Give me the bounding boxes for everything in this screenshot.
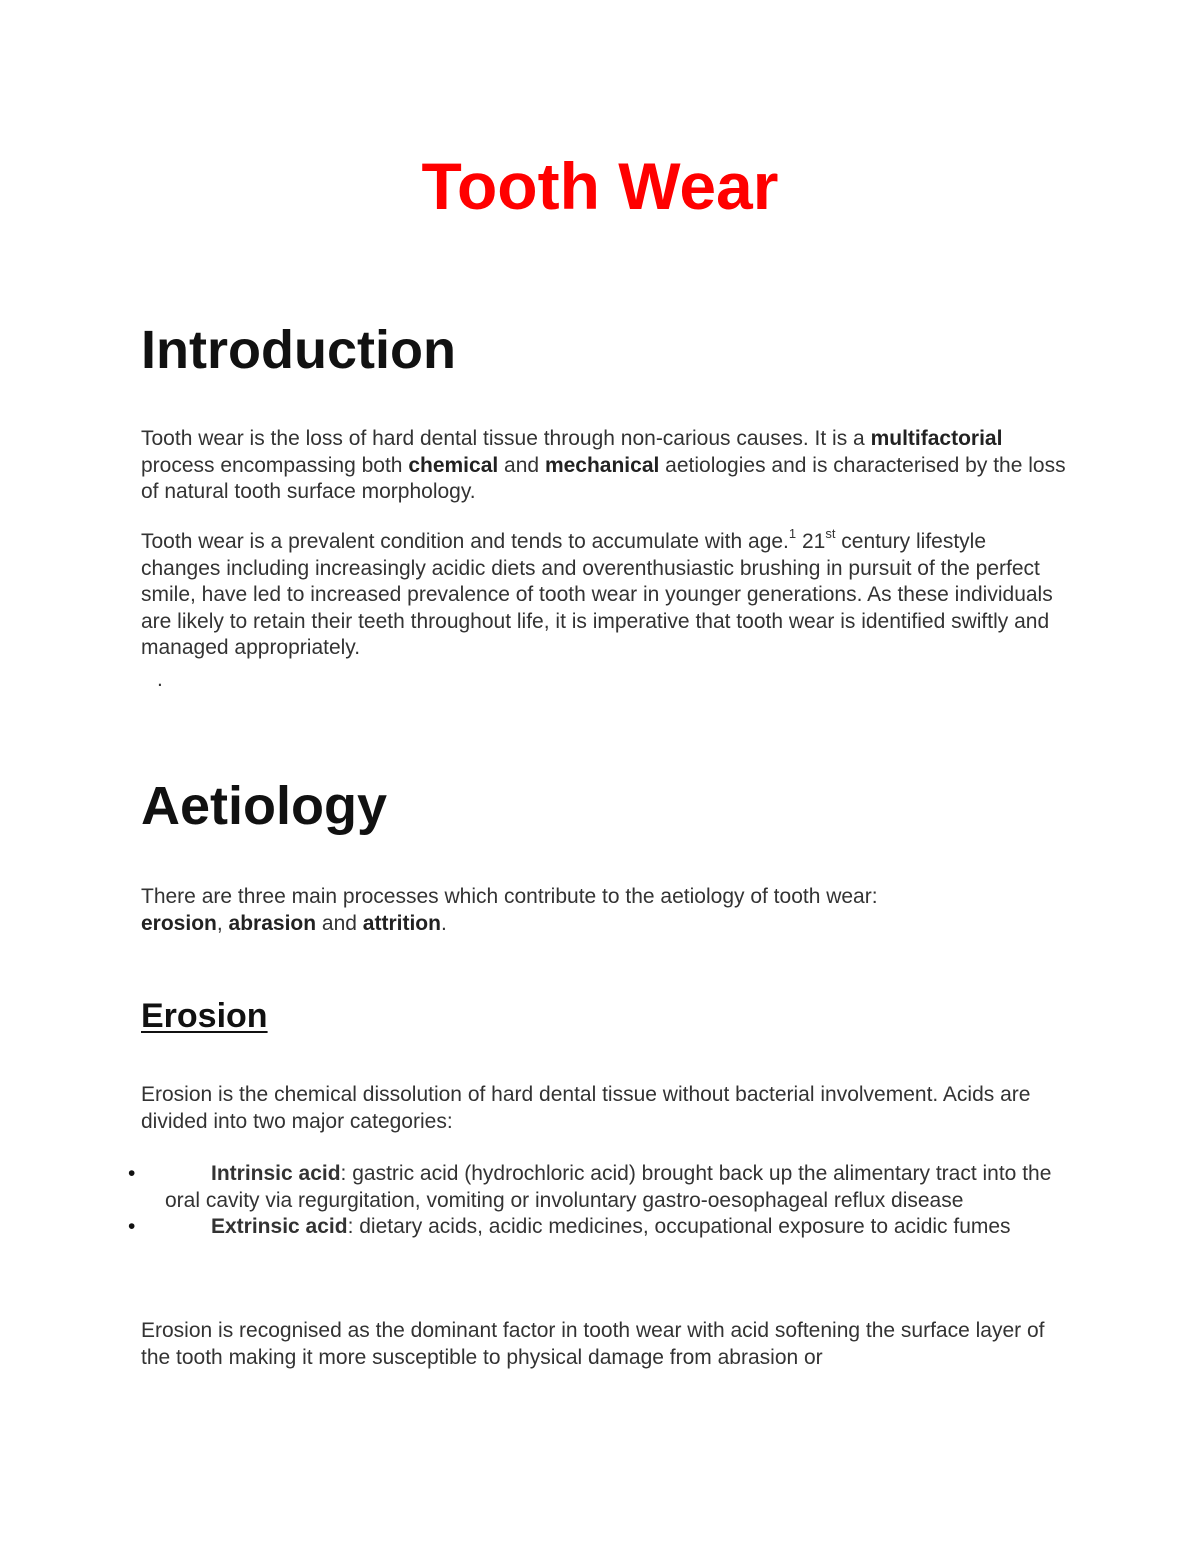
- intro-p2-text-3: century lifestyle changes including increasingly acidic diets and overenthusiastic brushing in pursuit of the perfect smile, have led to increased prevalence of tooth wear in younger generations. As these individuals are likely to retain their teeth throughout life, it is imperative that tooth wear is identified swiftly and managed appropriately.: [141, 530, 1053, 659]
- erosion-paragraph-1: Erosion is the chemical dissolution of hard dental tissue without bacterial involvement. Acids are divided into two major categories:: [141, 1083, 1031, 1133]
- list-item-term: Extrinsic acid: [211, 1215, 348, 1238]
- aetiology-heading: Aetiology: [141, 776, 388, 836]
- erosion-paragraph-1-wrap: [141, 1082, 1071, 1135]
- intro-p1-bold-multifactorial: multifactorial: [870, 427, 1003, 450]
- aet-p1-bold-erosion: erosion: [141, 911, 217, 935]
- aetiology-paragraph: [141, 884, 901, 937]
- intro-p1-text-4: aetiologies and is characterised by the loss of natural tooth surface morphology.: [141, 453, 1066, 503]
- intro-p2-text-2: 21: [796, 530, 826, 553]
- list-item-text: : gastric acid (hydrochloric acid) brought back up the alimentary tract into the oral cavity via regurgitation, vomiting or involuntary gastro-oesophageal reflux disease: [165, 1162, 1052, 1212]
- aet-p1-text-4: .: [440, 911, 447, 935]
- aet-p1-text-1: There are three main processes which contribute to the aetiology of tooth wear:: [141, 885, 878, 908]
- acid-categories-list: [120, 1161, 1070, 1241]
- introduction-heading: Introduction: [141, 320, 456, 380]
- erosion-section-heading-wrap: [141, 996, 1071, 1036]
- list-item-term: Intrinsic acid: [211, 1162, 341, 1185]
- aet-p1-bold-attrition: attrition: [362, 911, 441, 935]
- ordinal-suffix: st: [825, 526, 836, 541]
- erosion-heading: Erosion: [141, 997, 268, 1035]
- introduction-paragraph-2-wrap: [141, 526, 1071, 662]
- aetiology-paragraph-wrap: [141, 884, 901, 937]
- intro-p1-text-3: and: [498, 453, 545, 477]
- intro-p1-text-1: Tooth wear is the loss of hard dental tissue through non-carious causes. It is a: [141, 427, 871, 450]
- aet-p1-text-3: and: [316, 911, 363, 935]
- erosion-paragraph-2-wrap: [141, 1318, 1071, 1371]
- introduction-paragraph-1: [141, 426, 1071, 506]
- introduction-paragraph-2: [141, 526, 1071, 662]
- introduction-section-heading-wrap: [141, 318, 1071, 382]
- intro-p2-text-1: Tooth wear is a prevalent condition and tends to accumulate with age.: [141, 530, 789, 553]
- aetiology-section-heading-wrap: [141, 774, 1071, 838]
- document-title: Tooth Wear: [421, 149, 779, 223]
- list-item-intrinsic-acid: [120, 1161, 1070, 1214]
- erosion-paragraph-2: Erosion is recognised as the dominant factor in tooth wear with acid softening the surface layer of the tooth making it more susceptible to physical damage from abrasion or: [141, 1319, 1045, 1369]
- intro-p1-bold-chemical: chemical: [408, 453, 499, 477]
- footnote-reference: 1: [788, 526, 797, 541]
- list-item-text: : dietary acids, acidic medicines, occupational exposure to acidic fumes: [347, 1215, 1011, 1238]
- introduction-paragraph-1-wrap: [141, 426, 1071, 506]
- aet-p1-bold-abrasion: abrasion: [228, 911, 317, 935]
- bullet-icon: •: [128, 1162, 136, 1185]
- stray-period-mark: .: [157, 668, 163, 691]
- bullet-icon: •: [128, 1215, 136, 1238]
- list-item-extrinsic-acid: [120, 1214, 1070, 1241]
- aet-p1-text-2: ,: [216, 911, 229, 935]
- intro-p1-text-2: process encompassing both: [141, 453, 409, 477]
- intro-p1-bold-mechanical: mechanical: [544, 453, 660, 477]
